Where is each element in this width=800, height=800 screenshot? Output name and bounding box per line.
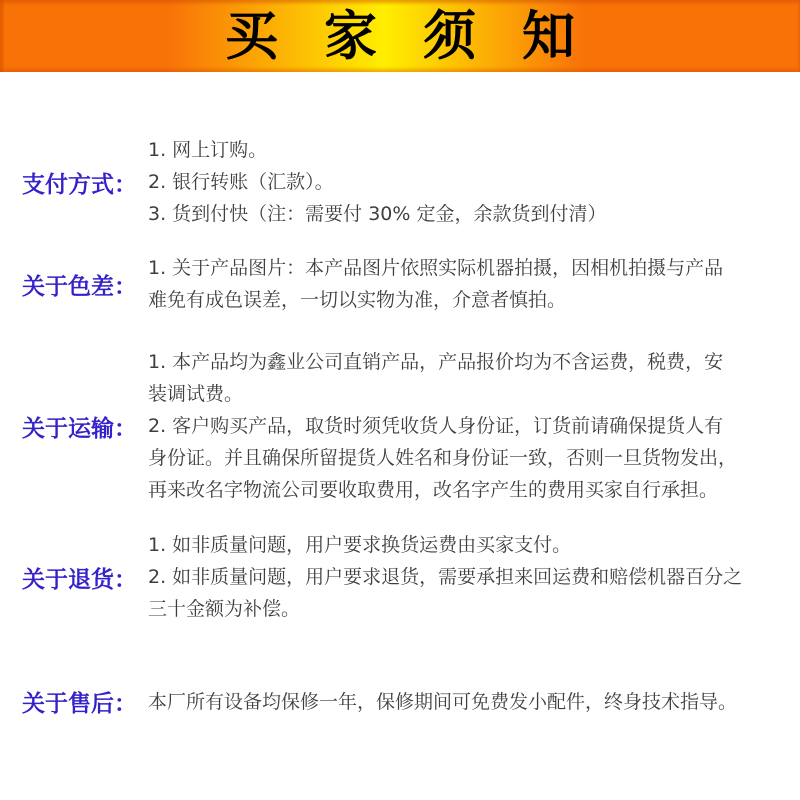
notice-line: 2. 银行转账（汇款）。	[148, 171, 334, 193]
notice-line: 2. 客户购买产品，取货时须凭收货人身份证，订货前请确保提货人有	[148, 415, 724, 437]
notice-sections	[0, 72, 800, 718]
page-title: 买家须知	[225, 5, 621, 67]
notice-line: 身份证。并且确保所留提货人姓名和身份证一致，否则一旦货物发出，	[148, 447, 738, 469]
section-content-shipping	[148, 346, 737, 506]
notice-line: 1. 本产品均为鑫业公司直销产品，产品报价均为不含运费，税费，安	[148, 351, 724, 373]
header-banner	[0, 0, 800, 72]
section-content-color-difference	[148, 252, 723, 316]
section-label-color-difference: 关于色差：	[22, 273, 137, 300]
notice-line: 1. 关于产品图片：本产品图片依照实际机器拍摄，因相机拍摄与产品	[148, 257, 724, 279]
notice-line: 三十金额为补偿。	[148, 598, 301, 620]
section-content-returns	[148, 529, 742, 625]
section-returns	[0, 529, 800, 625]
section-shipping	[0, 346, 800, 506]
notice-line: 2. 如非质量问题，用户要求退货，需要承担来回运费和赔偿机器百分之	[148, 566, 743, 588]
section-label-shipping: 关于运输：	[22, 415, 137, 442]
section-payment	[0, 134, 800, 230]
section-color-difference	[0, 252, 800, 316]
notice-line: 本厂所有设备均保修一年，保修期间可免费发小配件，终身技术指导。	[148, 690, 738, 713]
notice-line: 1. 如非质量问题，用户要求换货运费由买家支付。	[148, 534, 572, 556]
section-label-returns: 关于退货：	[22, 566, 137, 593]
section-label-payment: 支付方式：	[22, 171, 137, 198]
notice-line: 装调试费。	[148, 383, 244, 405]
notice-line: 再来改名字物流公司要收取费用，改名字产生的费用买家自行承担。	[148, 479, 719, 501]
notice-line: 1. 网上订购。	[148, 139, 268, 161]
section-after-sales	[0, 685, 800, 718]
notice-line: 难免有成色误差，一切以实物为准，介意者慎拍。	[148, 289, 567, 311]
section-content-after-sales	[148, 686, 737, 718]
section-label-after-sales: 关于售后：	[22, 691, 137, 717]
section-content-payment	[148, 134, 606, 230]
notice-line: 3. 货到付快（注：需要付 30% 定金，余款货到付清）	[148, 203, 607, 225]
